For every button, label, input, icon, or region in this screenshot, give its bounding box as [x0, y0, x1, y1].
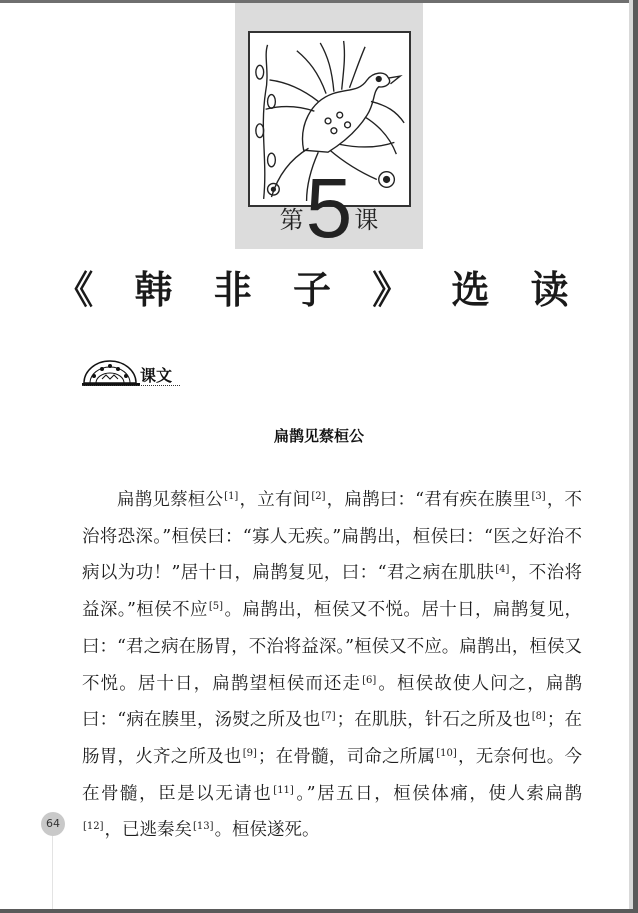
footnote-marker[interactable]: [6] [362, 674, 377, 686]
section-label: 课文 [140, 366, 173, 385]
body-text-segment: ，无奈何也。今在骨髓，臣是以无请也 [82, 746, 583, 804]
footnote-marker[interactable]: [13] [193, 821, 214, 833]
footnote-marker[interactable]: [9] [242, 747, 257, 759]
footnote-marker[interactable]: [11] [273, 784, 294, 796]
lesson-number-label [235, 161, 423, 255]
body-text-segment: ；在肠胃，火齐之所及也 [82, 710, 583, 767]
article-body [82, 482, 582, 849]
article-title: 扁鹊见蔡桓公 [273, 427, 364, 445]
body-text-segment: ；在肌肤，针石之所及也 [336, 710, 531, 731]
page-number: 64 [41, 812, 65, 836]
footnote-marker[interactable]: [2] [311, 491, 326, 502]
section-heading [82, 357, 192, 389]
footnote-marker[interactable]: [8] [531, 711, 546, 723]
lesson-number: 5 [305, 161, 353, 255]
section-divider [82, 385, 180, 386]
page-right-edge [633, 0, 638, 913]
footnote-marker[interactable]: [4] [495, 564, 510, 576]
body-text-segment: ；在骨髓，司命之所属 [257, 746, 436, 767]
body-text-segment: 。”居五日，桓侯体痛，使人索扁鹊 [294, 783, 582, 804]
body-text-segment: 。桓侯遂死。 [214, 820, 320, 841]
body-text-segment: ，已逃秦矣 [104, 820, 193, 841]
body-text-segment: ，扁鹊曰：“君有疾在腠里 [326, 490, 531, 510]
ornament-icon [82, 357, 140, 387]
body-text-segment: 。扁鹊出，桓侯又不悦。居十日，扁鹊复见，曰：“君之病在肠胃，不治将益深。”桓侯又不应。扁鹊出，桓侯又不悦。居十日，扁鹊望桓侯而还走 [82, 600, 582, 694]
body-text-segment: ，立有间 [239, 490, 311, 510]
lesson-header [235, 3, 423, 255]
lesson-title: 《 韩 非 子 》 选 读 [55, 268, 583, 312]
body-text-segment: ，不治将恐深。”桓侯曰：“寡人无疾。”扁鹊出，桓侯曰：“医之好治不病以为功！”居十日，扁鹊复见，曰：“君之病在肌肤 [82, 490, 583, 584]
lesson-prefix: 第 [279, 206, 304, 234]
footnote-marker[interactable]: [10] [436, 747, 457, 759]
margin-line [52, 835, 53, 909]
footnote-marker[interactable]: [1] [224, 491, 239, 502]
footnote-marker[interactable]: [12] [83, 821, 104, 833]
footnote-marker[interactable]: [3] [531, 491, 546, 502]
page-bottom-edge [0, 909, 638, 913]
body-text-segment: 。桓侯故使人问之，扁鹊曰：“病在腠里，汤熨之所及也 [82, 673, 583, 731]
body-text-segment: 扁鹊见蔡桓公 [117, 490, 224, 510]
footnote-marker[interactable]: [7] [321, 711, 336, 723]
footnote-marker[interactable]: [5] [208, 601, 224, 613]
body-text-segment: ，不治将益深。”桓侯不应 [82, 563, 582, 621]
lesson-suffix: 课 [354, 206, 379, 234]
